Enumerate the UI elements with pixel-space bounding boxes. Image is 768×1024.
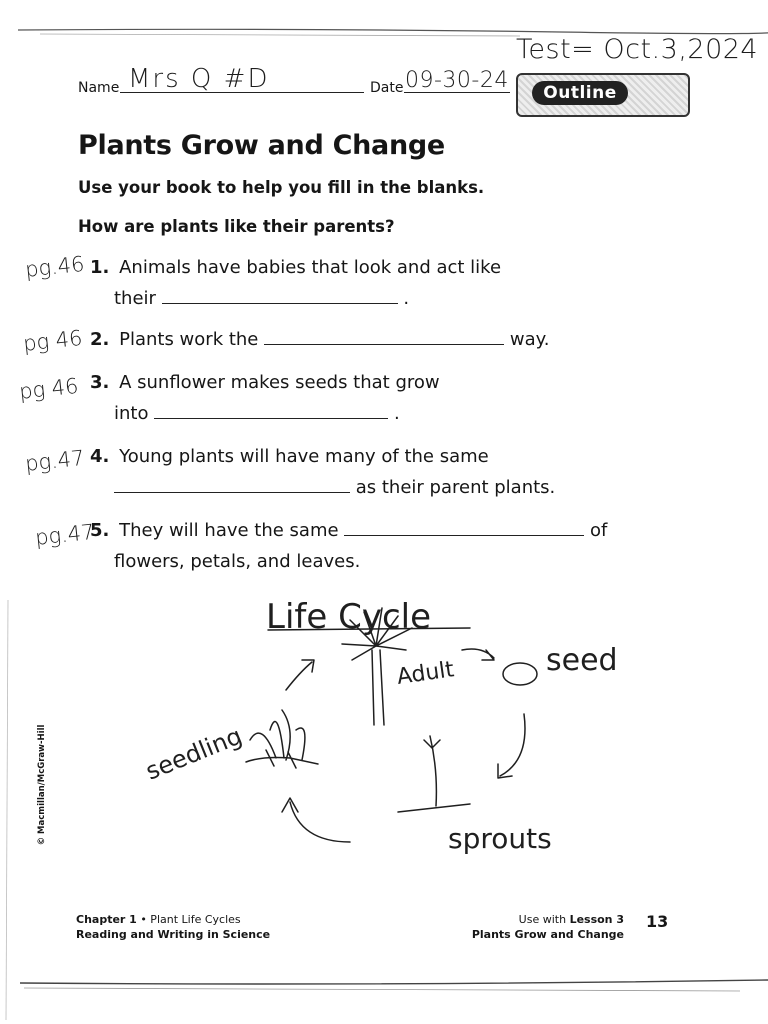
question-number: 1. <box>90 257 110 278</box>
page-ref-5: pg.47 <box>34 519 96 550</box>
question-text: flowers, petals, and leaves. <box>114 551 361 572</box>
question-4 <box>90 441 555 503</box>
question-text: Young plants will have many of the same <box>119 446 489 467</box>
answer-blank-1[interactable] <box>162 286 398 304</box>
question-text: of <box>590 520 608 541</box>
outline-badge <box>516 73 690 117</box>
question-5 <box>90 515 607 577</box>
stage-label-seedling: seedling <box>141 721 246 786</box>
footer-use-with: Use with <box>518 913 570 926</box>
answer-blank-4[interactable] <box>114 475 350 493</box>
stage-label-adult: Adult <box>395 657 456 690</box>
outline-badge-label: Outline <box>532 81 628 105</box>
page-title: Plants Grow and Change <box>78 130 445 161</box>
stage-label-seed: seed <box>546 643 618 678</box>
date-handwritten: 09-30-24 <box>405 68 509 93</box>
question-text: Animals have babies that look and act like <box>119 257 502 278</box>
footer-left <box>76 912 270 942</box>
page-ref-4: pg.47 <box>24 445 86 476</box>
stage-label-sprouts: sprouts <box>448 822 552 855</box>
question-3 <box>90 367 440 429</box>
diagram-title: Life Cycle <box>266 597 432 637</box>
life-cycle-diagram <box>0 580 768 870</box>
question-text: . <box>393 403 400 424</box>
question-2 <box>90 324 549 355</box>
question-text: They will have the same <box>119 520 339 541</box>
answer-blank-2[interactable] <box>264 327 504 345</box>
question-1 <box>90 252 501 314</box>
footer-lesson: Lesson 3 <box>569 913 624 926</box>
name-label: Name <box>78 80 120 96</box>
date-label: Date <box>370 80 404 96</box>
question-number: 4. <box>90 446 110 467</box>
question-text: Plants work the <box>119 329 259 350</box>
answer-blank-3[interactable] <box>154 401 388 419</box>
question-text: A sunflower makes seeds that grow <box>119 372 440 393</box>
question-text: way. <box>509 329 550 350</box>
section-question: How are plants like their parents? <box>78 217 395 236</box>
footer-unit: Reading and Writing in Science <box>76 928 271 941</box>
page-ref-2: pg 46 <box>22 325 84 356</box>
footer-lesson-title: Plants Grow and Change <box>471 928 624 941</box>
footer-right <box>470 912 624 942</box>
question-text: as their parent plants. <box>355 477 556 498</box>
instructions: Use your book to help you fill in the blanks. <box>78 178 485 197</box>
question-text: . <box>403 288 410 309</box>
footer-chapter-topic: • Plant Life Cycles <box>136 913 241 926</box>
copyright-credit: © Macmillan/McGraw-Hill <box>37 724 47 846</box>
page-number: 13 <box>646 912 669 931</box>
answer-blank-5[interactable] <box>344 518 584 536</box>
question-number: 3. <box>90 372 110 393</box>
page-ref-3: pg 46 <box>18 373 80 404</box>
question-text: into <box>114 403 149 424</box>
footer-chapter: Chapter 1 <box>76 913 137 926</box>
question-text: their <box>114 288 156 309</box>
name-handwritten: Mrs Q #D <box>128 64 270 94</box>
page-ref-1: pg.46 <box>24 251 86 282</box>
test-date-note: Test= Oct.3,2024 <box>516 34 759 65</box>
question-number: 5. <box>90 520 110 541</box>
question-number: 2. <box>90 329 110 350</box>
